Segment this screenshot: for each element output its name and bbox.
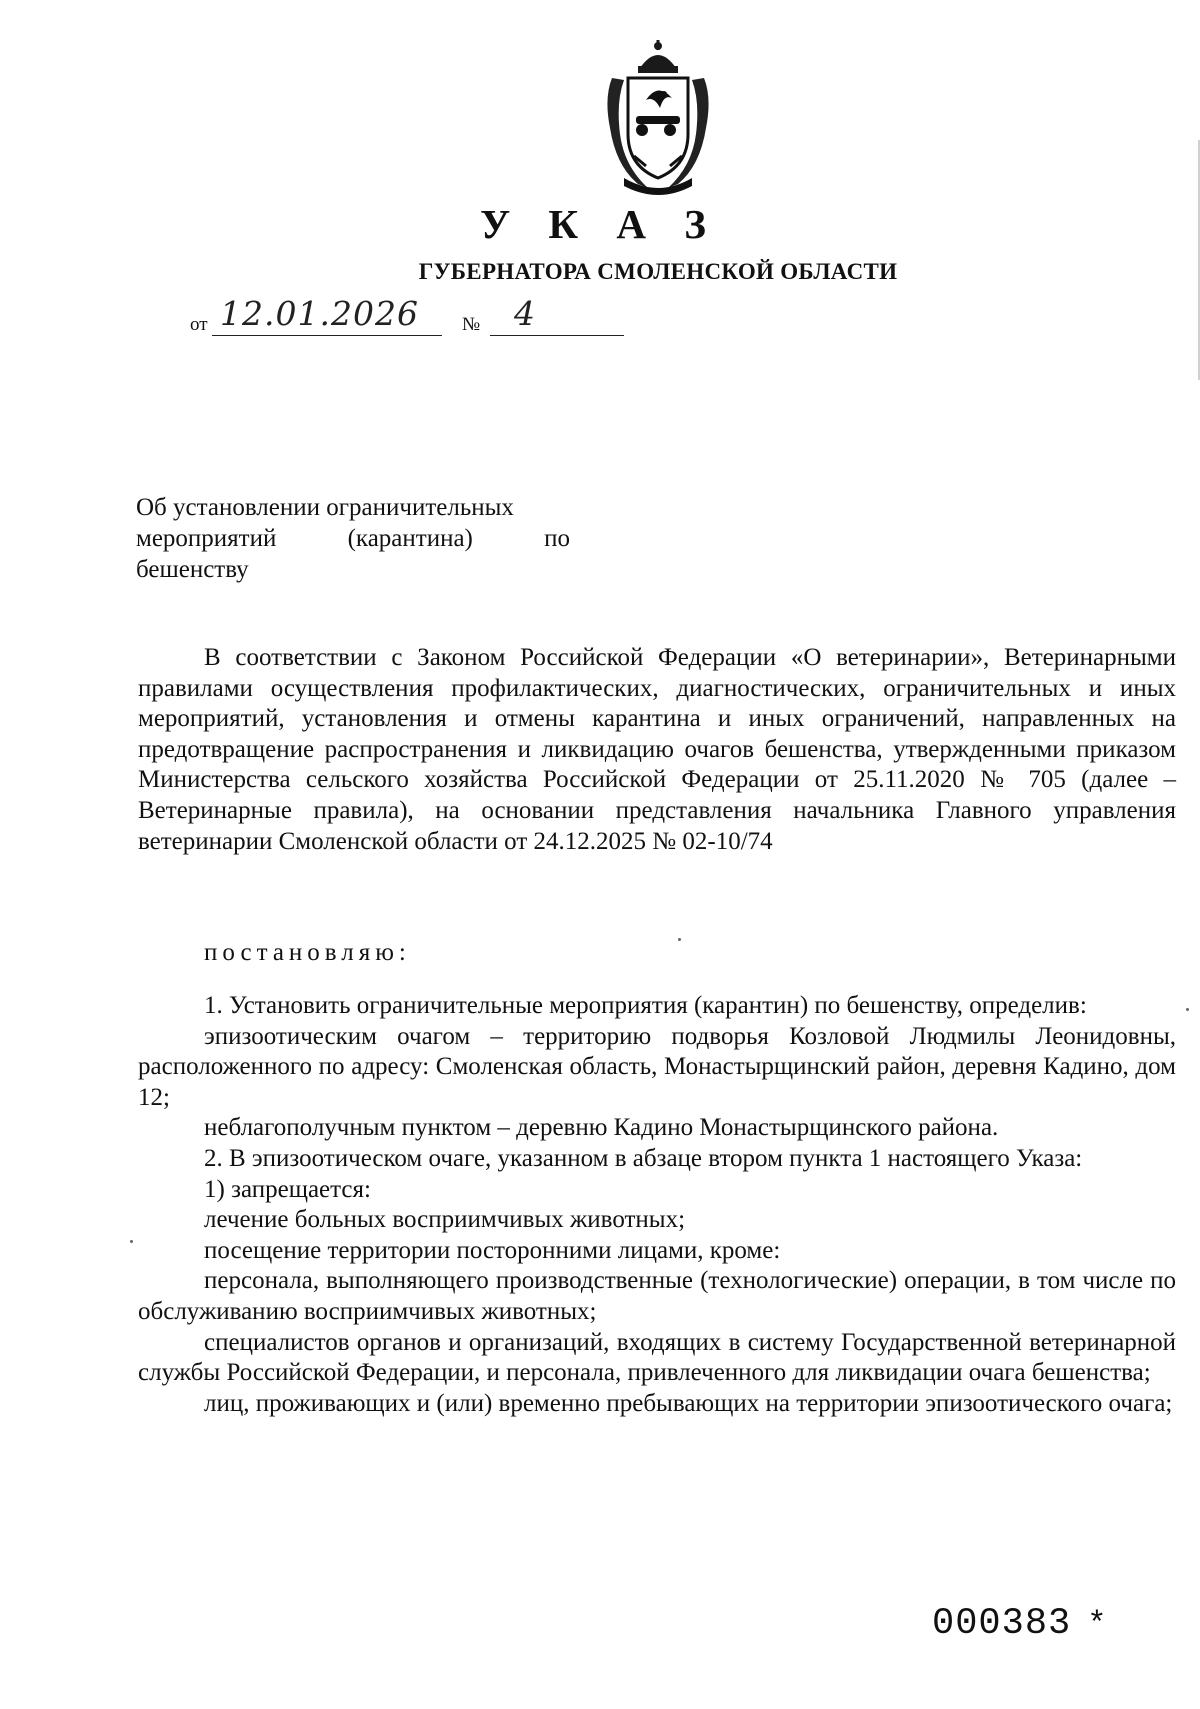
scan-speck — [1186, 1008, 1189, 1011]
date-number-line — [190, 294, 630, 344]
clause-paragraph: 1. Установить ограничительные мероприятия (карантин) по бешенству, определив: — [204, 992, 1087, 1019]
clause-paragraph: 2. В эпизоотическом очаге, указанном в абзаце втором пункта 1 настоящего Указа: — [204, 1144, 1083, 1172]
clause-paragraph: неблагополучным пунктом – деревню Кадино Монастырщинского района. — [204, 1114, 999, 1142]
scan-speck — [678, 938, 681, 941]
resolve-word: постановляю: — [204, 939, 411, 966]
serial-number — [932, 1603, 1107, 1645]
subject-line: Об установлении ограничительных — [136, 494, 514, 521]
resolve-line — [138, 938, 1176, 969]
clause-paragraph: эпизоотическим очагом – территорию подворья Козловой Людмилы Леонидовны, расположенного по адресу: Смоленская область, Монастырщинский район, деревня Кадино, дом 12; — [138, 1022, 1176, 1111]
date-underline — [212, 335, 442, 336]
date-label: от — [190, 314, 208, 335]
clause-paragraph: 1) запрещается: — [204, 1175, 371, 1203]
scan-speck — [130, 1240, 133, 1243]
preamble-paragraph: В соответствии с Законом Российской Федерации «О ветеринарии», Ветеринарными правилами осуществления профилактических, диагностических, ограничительных и иных мероприятий, установления и отмены карантина и иных ограничений, направленных на предотвращение распространения и ликвидацию очагов бешенства, утвержденными приказом Министерства сельского хозяйства Российской Федерации от 25.11.2020 № 705 (далее – Ветеринарные правила), на основании представления начальника Главного управления ветеринарии Смоленской области от 24.12.2025 № 02-10/74 — [138, 644, 1176, 855]
document-preamble — [138, 643, 1176, 857]
coat-of-arms-emblem — [594, 38, 722, 198]
clause-paragraph: персонала, выполняющего производственные (технологические) операции, в том числе по обслуживанию восприимчивых животных; — [138, 1267, 1176, 1325]
clause-paragraph: лиц, проживающих и (или) временно пребывающих на территории эпизоотического очага; — [204, 1389, 1173, 1417]
document-title: У К А З — [480, 201, 720, 247]
document-subject — [136, 492, 570, 585]
clause-paragraph: посещение территории посторонними лицами, кроме: — [204, 1236, 781, 1264]
serial-mark: * — [1087, 1606, 1108, 1643]
number-label: № — [462, 314, 481, 335]
clause-paragraph: специалистов органов и организаций, входящих в систему Государственной ветеринарной службы Российской Федерации, и персонала, привлеченного для ликвидации очага бешенства; — [138, 1328, 1176, 1387]
document-clauses — [138, 991, 1176, 1419]
subject-line: бешенству — [136, 556, 249, 583]
subject-line: мероприятий (карантина) по — [136, 525, 570, 552]
document-issuer: ГУБЕРНАТОРА СМОЛЕНСКОЙ ОБЛАСТИ — [418, 259, 898, 284]
number-handwritten: 4 — [514, 294, 536, 333]
date-handwritten: 12.01.2026 — [220, 294, 419, 333]
clause-paragraph: лечение больных восприимчивых животных; — [204, 1206, 686, 1234]
serial-digits: 000383 — [932, 1603, 1072, 1645]
number-underline — [490, 335, 624, 336]
